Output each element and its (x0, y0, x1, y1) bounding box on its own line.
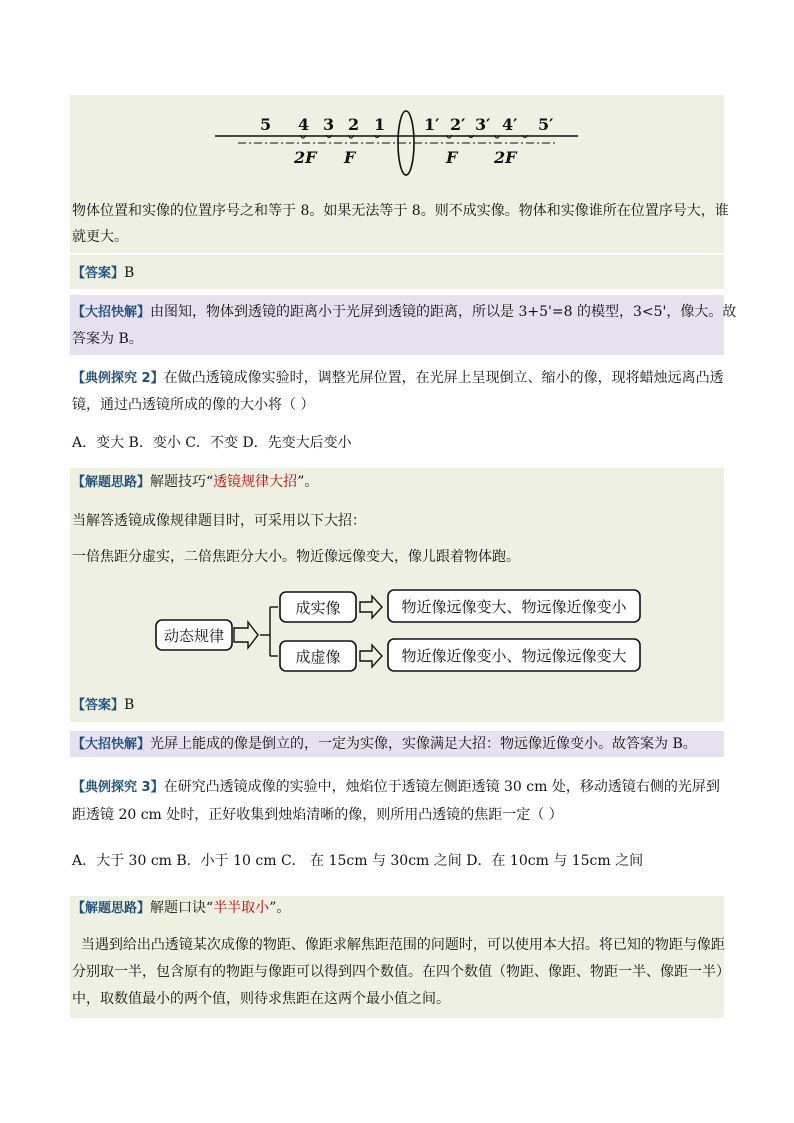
answer-tag: 【答案】 (72, 266, 125, 281)
method-line-3b: 分别取一半，包含原有的物距与像距可以得到四个数值。在四个数值（物距、像距、物距一半、像距一半） (72, 964, 730, 980)
example-3-question-line-2: 距透镜 20 cm 处时，正好收集到烛焰清晰的像，则所用凸透镜的焦距一定（ ） (72, 807, 563, 823)
example-tag: 【典例探究 2】 (72, 371, 164, 386)
example-2-options: A．变大 B．变小 C．不变 D．先变大后变小 (72, 435, 352, 451)
example-3-options: A．大于 30 cm B．小于 10 cm C． 在 15cm 与 30cm 之间 D．在 10cm 与 15cm 之间 (72, 853, 644, 869)
think-highlight: 半半取小 (213, 900, 270, 916)
pos-label-5p: 5′ (538, 115, 554, 134)
flow-diagram (150, 584, 650, 680)
method-line-3a: 当遇到给出凸透镜某次成像的物距、像距求解焦距范围的问题时，可以使用本大招。将已知的物距与像距 (72, 937, 725, 953)
think-post: ”。 (269, 900, 291, 916)
answer-value: B (124, 265, 135, 281)
answer-tag: 【答案】 (72, 698, 125, 713)
method-line-3c: 中，取数值最小的两个值，则待求焦距在这两个最小值之间。 (72, 991, 450, 1007)
focal-label-2f-left: 2F (294, 148, 317, 167)
answer-line-2 (72, 696, 134, 715)
quick-text: 由图知，物体到透镜的距离小于光屏到透镜的距离，所以是 3+5'=8 的模型，3<5'，像大。故 (150, 304, 737, 320)
answer-panel-1 (70, 255, 724, 289)
rule-text-line-1: 物体位置和实像的位置序号之和等于 8。如果无法等于 8。则不成实像。物体和实像谁所在位置序号大，谁 (72, 203, 729, 219)
focal-label-2f-right: 2F (494, 148, 517, 167)
answer-value: B (124, 697, 135, 713)
think-tag: 【解题思路】 (72, 475, 151, 490)
quick-tag: 【大招快解】 (72, 305, 151, 320)
pos-label-3p: 3′ (475, 115, 491, 134)
pos-label-3: 3 (323, 115, 335, 134)
think-line-2 (72, 473, 318, 492)
method-line-2a: 当解答透镜成像规律题目时，可采用以下大招： (72, 513, 366, 529)
flow-real-label: 成实像 (295, 599, 341, 617)
method-line-2b: 一倍焦距分虚实，二倍焦距分大小。物近像远像变大，像儿跟着物体跑。 (72, 549, 520, 565)
example-3-question-line-1 (72, 778, 720, 797)
flow-virtual-result-label: 物近像近像变小、物远像远像变大 (401, 647, 627, 665)
arrow-root (234, 622, 258, 648)
question-text: 在研究凸透镜成像的实验中，烛焰位于透镜左侧距透镜 30 cm 处，移动透镜右侧的光屏到 (163, 779, 720, 795)
quick-line-1a (72, 303, 736, 322)
answer-panel-2 (70, 688, 724, 722)
quick-line-1b: 答案为 B。 (72, 331, 143, 347)
quick-text: 光屏上能成的像是倒立的，一定为实像，实像满足大招：物远像近像变小。故答案为 B。 (150, 736, 697, 752)
arrow-virtual (360, 645, 382, 667)
pos-label-5: 5 (260, 115, 272, 134)
think-post: ”。 (297, 474, 319, 490)
example-tag: 【典例探究 3】 (72, 780, 164, 795)
question-text: 在做凸透镜成像实验时，调整光屏位置，在光屏上呈现倒立、缩小的像，现将蜡烛远离凸透 (163, 370, 724, 386)
pos-label-1p: 1′ (424, 115, 440, 134)
rule-text-line-2: 就更大。 (72, 229, 128, 245)
pos-label-1: 1 (374, 115, 386, 134)
quick-line-2 (72, 735, 697, 754)
flow-root-label: 动态规律 (163, 627, 225, 645)
focal-label-f-left: F (344, 148, 356, 167)
pos-label-4: 4 (298, 115, 310, 134)
think-line-3 (72, 899, 290, 918)
think-highlight: 透镜规律大招 (213, 474, 298, 490)
answer-line-1 (72, 264, 134, 283)
quick-tag: 【大招快解】 (72, 737, 151, 752)
think-tag: 【解题思路】 (72, 901, 151, 916)
pos-label-2p: 2′ (450, 115, 466, 134)
think-pre: 解题技巧“ (150, 474, 214, 490)
flow-real-result-label: 物近像远像变大、物远像近像变小 (401, 598, 627, 616)
flow-virtual-label: 成虚像 (295, 648, 341, 666)
lens-diagram (210, 105, 590, 180)
pos-label-4p: 4′ (502, 115, 518, 134)
example-2-question-line-2: 镜，通过凸透镜所成的像的大小将（ ） (72, 397, 315, 413)
pos-label-2: 2 (348, 115, 360, 134)
think-pre: 解题口诀“ (150, 900, 214, 916)
example-2-question-line-1 (72, 369, 724, 388)
focal-label-f-right: F (446, 148, 458, 167)
arrow-real (360, 596, 382, 618)
